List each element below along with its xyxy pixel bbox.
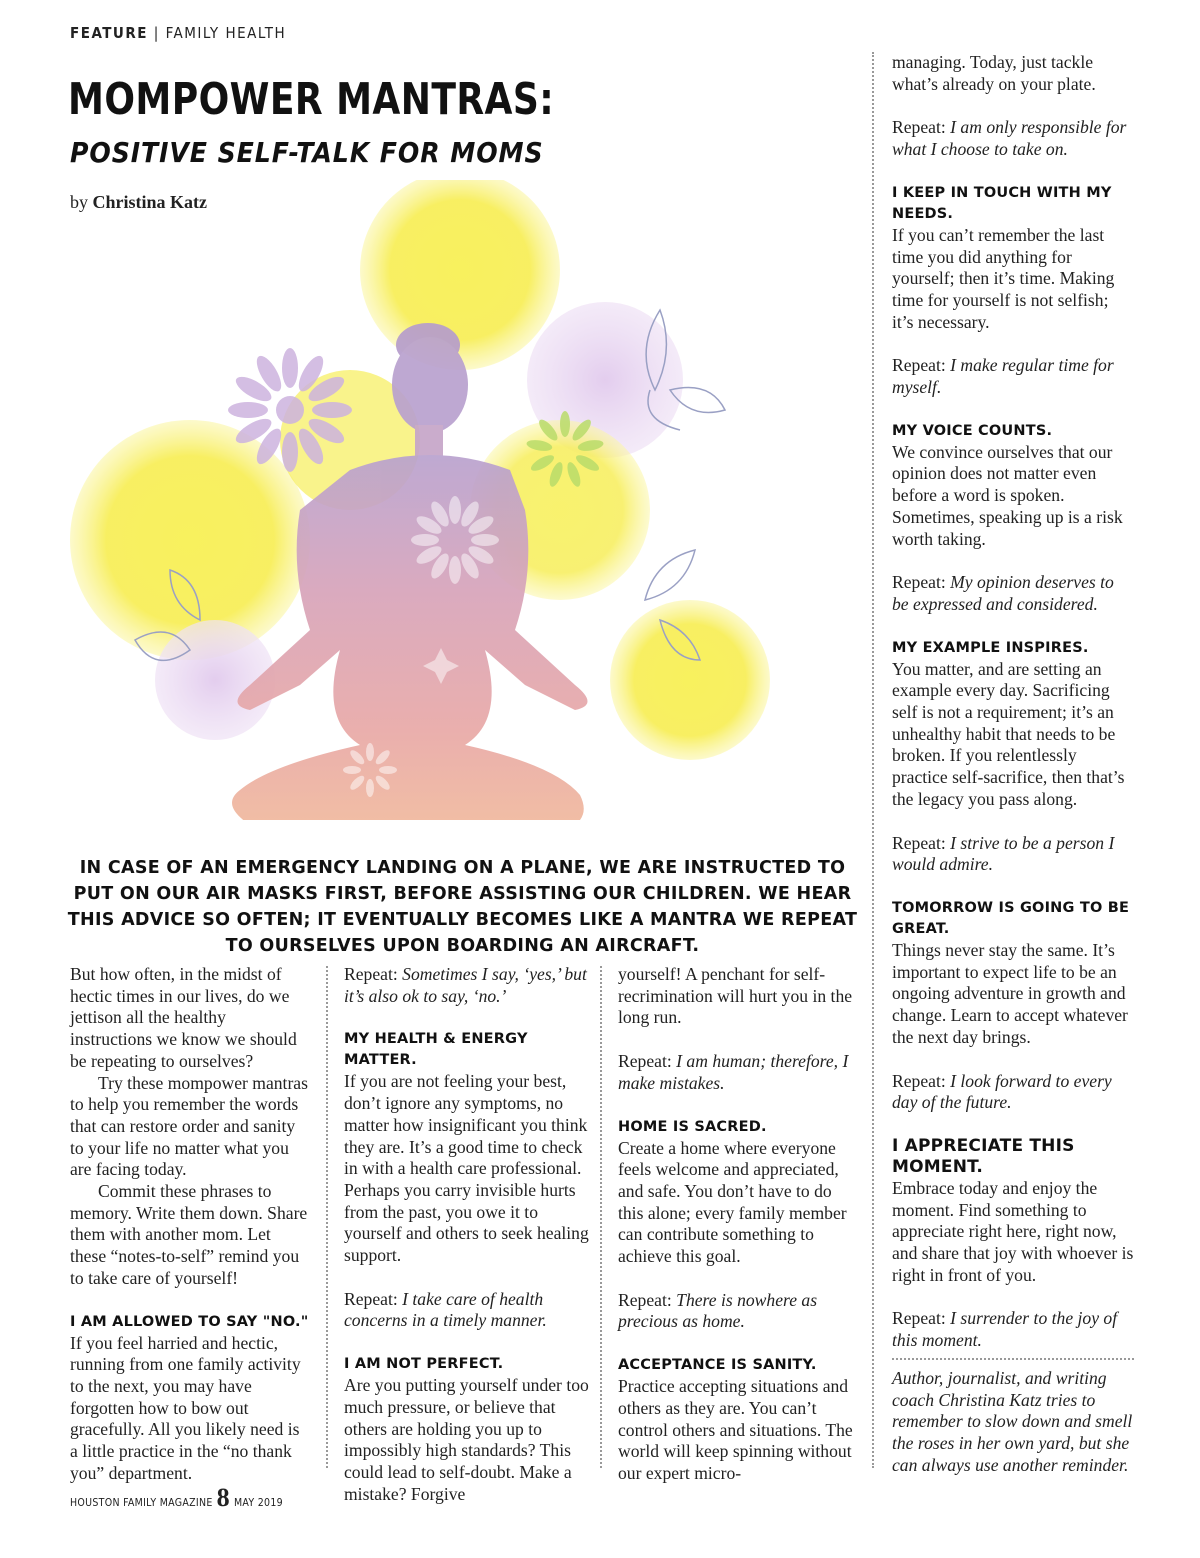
mantra-repeat: Repeat: I surrender to the joy of this moment. bbox=[892, 1308, 1118, 1351]
intro-paragraph: But how often, in the midst of hectic times in our lives, do we jettison all the healthy instructions we know we should be repeating to ourselves? bbox=[70, 964, 297, 1071]
mantra-repeat: Repeat: I am human; therefore, I make mistakes. bbox=[618, 1051, 849, 1093]
mantra-repeat: Repeat: My opinion deserves to be expressed and considered. bbox=[892, 572, 1114, 614]
body-paragraph: Practice accepting situations and others as they are. You can’t control others and situations. The world will keep spinning without our expert micro- bbox=[618, 1376, 853, 1483]
body-paragraph: Embrace today and enjoy the moment. Find something to appreciate right here, right now, and share that joy with whoever is right in front of you. bbox=[892, 1177, 1134, 1285]
column-divider-1 bbox=[326, 966, 328, 1468]
mantra-repeat: Repeat: I am only responsible for what I choose to take on. bbox=[892, 117, 1127, 160]
text-column-1 bbox=[70, 964, 310, 1484]
author-name: Christina Katz bbox=[92, 192, 207, 212]
mantra-repeat: Repeat: I look forward to every day of the future. bbox=[892, 1070, 1112, 1113]
mantra-heading: I KEEP IN TOUCH WITH MY NEEDS. bbox=[892, 184, 1112, 222]
body-paragraph: Try these mompower mantras to help you remember the words that can restore order and sanity to your life no matter what you are facing today. bbox=[70, 1072, 308, 1180]
yellow-blob-top bbox=[360, 180, 560, 370]
mantra-heading: I AM NOT PERFECT. bbox=[344, 1356, 504, 1373]
magazine-name: HOUSTON FAMILY MAGAZINE bbox=[70, 1497, 213, 1509]
mantra-heading: I APPRECIATE THIS MOMENT. bbox=[892, 1135, 1075, 1177]
body-paragraph: Create a home where everyone feels welcome and appreciated, and safe. You don’t have to do this alone; every family member can contribute something to achieve this goal. bbox=[618, 1137, 847, 1267]
body-paragraph: managing. Today, just tackle what’s already on your plate. bbox=[892, 52, 1096, 94]
bio-divider bbox=[892, 1358, 1134, 1360]
column-divider-2 bbox=[600, 966, 602, 1468]
text-column-4 bbox=[892, 52, 1134, 1476]
mantra-repeat: Repeat: There is nowhere as precious as home. bbox=[618, 1289, 818, 1332]
text-column-2 bbox=[344, 964, 589, 1505]
mantra-heading: TOMORROW IS GOING TO BE GREAT. bbox=[892, 899, 1130, 937]
body-paragraph: yourself! A penchant for self-recrimination will hurt you in the long run. bbox=[618, 964, 853, 1028]
mantra-heading: I AM ALLOWED TO SAY "NO." bbox=[70, 1313, 309, 1330]
body-paragraph: If you can’t remember the last time you did anything for yourself; then it’s time. Making time for yourself is not selfish; it’s necessary. bbox=[892, 224, 1115, 332]
mantra-repeat: Repeat: I make regular time for myself. bbox=[892, 355, 1114, 398]
body-paragraph: Things never stay the same. It’s important to expect life to be an ongoing adventure in growth and change. Learn to accept whatever the next day brings. bbox=[892, 939, 1128, 1047]
issue-date: MAY 2019 bbox=[233, 1497, 283, 1509]
article-subtitle: POSITIVE SELF-TALK FOR MOMS bbox=[70, 136, 544, 169]
yellow-blob-left bbox=[70, 420, 310, 660]
mantra-repeat: Repeat: Sometimes I say, ‘yes,’ but it’s also ok to say, ‘no.’ bbox=[344, 964, 587, 1006]
mantra-heading: MY EXAMPLE INSPIRES. bbox=[892, 639, 1089, 656]
article-title: MOMPOWER MANTRAS: bbox=[68, 74, 555, 125]
meditating-woman-illustration bbox=[60, 180, 860, 820]
byline-prefix: by bbox=[70, 192, 88, 212]
page-footer bbox=[70, 1483, 283, 1512]
page-number: 8 bbox=[216, 1483, 230, 1512]
body-paragraph: You matter, and are setting an example every day. Sacrificing self is not a requirement; it’s an unhealthy habit that needs to be broken. If you relentlessly practice self-sacrifice, then that’s the legacy you pass along. bbox=[892, 658, 1125, 809]
author-bio: Author, journalist, and writing coach Christina Katz tries to remember to slow down and smell the roses in her own yard, but she can always use another reminder. bbox=[892, 1367, 1133, 1475]
section-label: FEATURE bbox=[70, 24, 148, 42]
mantra-heading: MY HEALTH & ENERGY MATTER. bbox=[344, 1031, 528, 1069]
column-divider-3 bbox=[872, 52, 874, 1468]
body-paragraph: Commit these phrases to memory. Write them down. Share them with another mom. Let these “notes-to-self” remind you to take care of yourself! bbox=[70, 1181, 308, 1288]
kicker-separator: | bbox=[153, 24, 160, 42]
yellow-blob-lower-right bbox=[610, 600, 770, 760]
mantra-heading: HOME IS SACRED. bbox=[618, 1118, 767, 1135]
mantra-repeat: Repeat: I strive to be a person I would admire. bbox=[892, 832, 1115, 875]
mantra-heading: MY VOICE COUNTS. bbox=[892, 422, 1053, 439]
mantra-repeat: Repeat: I take care of health concerns in a timely manner. bbox=[344, 1288, 547, 1331]
section-kicker bbox=[70, 24, 286, 42]
body-paragraph: Are you putting yourself under too much pressure, or believe that others are holding you up to impossibly high standards? This could lead to self-doubt. Make a mistake? Forgive bbox=[344, 1375, 589, 1504]
text-column-3 bbox=[618, 964, 858, 1485]
body-paragraph: We convince ourselves that our opinion does not matter even before a word is spoken. Sometimes, speaking up is a risk worth taking. bbox=[892, 441, 1123, 549]
pull-quote: IN CASE OF AN EMERGENCY LANDING ON A PLANE, WE ARE INSTRUCTED TO PUT ON OUR AIR MASKS FIRST, BEFORE ASSISTING OUR CHILDREN. WE HEAR THIS ADVICE SO OFTEN; IT EVENTUALLY BECOMES LIKE A MANTRA WE REPEAT TO OURSELVES UPON BOARDING AN AIRCRAFT. bbox=[67, 858, 858, 956]
body-paragraph: If you feel harried and hectic, running from one family activity to the next, you may have forgotten how to bow out gracefully. All you likely need is a little practice in the “no thank you” department. bbox=[70, 1332, 301, 1483]
subsection-label: FAMILY HEALTH bbox=[165, 24, 287, 42]
mantra-heading: ACCEPTANCE IS SANITY. bbox=[618, 1357, 817, 1374]
body-paragraph: If you are not feeling your best, don’t ignore any symptoms, no matter how insignificant you think they are. It’s a good time to check in with a health care professional. Perhaps you carry invisible hurts from the past, you owe it to yourself and others to seek healing support. bbox=[344, 1071, 589, 1266]
